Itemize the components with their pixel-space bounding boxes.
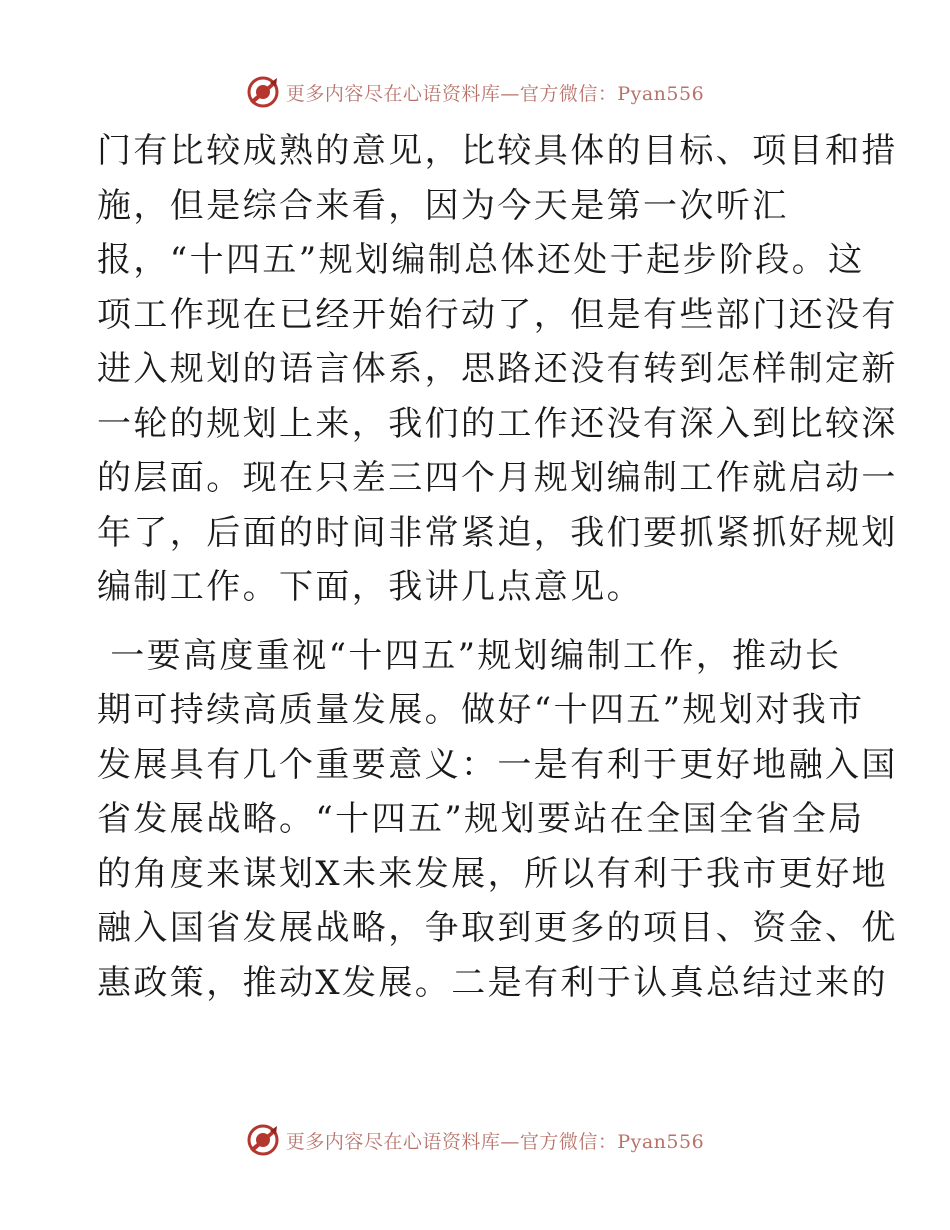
text-line: 融入国省发展战略，争取到更多的项目、资金、优 bbox=[97, 908, 898, 948]
text-line: 门有比较成熟的意见，比较具体的目标、项目和措 bbox=[97, 131, 898, 171]
paragraph-gap bbox=[97, 615, 857, 629]
text-line: 报，“十四五”规划编制总体还处于起步阶段。这 bbox=[97, 240, 865, 280]
text-line: 期可持续高质量发展。做好“十四五”规划对我市 bbox=[97, 690, 865, 730]
text-line: 施，但是综合来看，因为今天是第一次听汇 bbox=[97, 185, 789, 226]
text-line: 发展具有几个重要意义：一是有利于更好地融入国 bbox=[97, 744, 898, 785]
text-line: 进入规划的语言体系，思路还没有转到怎样制定新 bbox=[97, 349, 898, 389]
paragraph-1 bbox=[97, 124, 898, 615]
paragraph-2 bbox=[97, 629, 898, 1011]
logo-icon bbox=[246, 75, 280, 109]
footer-watermark bbox=[0, 1120, 950, 1160]
header-banner-text: 更多内容尽在心语资料库—官方微信：Pyan556 bbox=[285, 82, 705, 105]
text-line: 省发展战略。“十四五”规划要站在全国全省全局 bbox=[97, 799, 865, 839]
text-line: 年了，后面的时间非常紧迫，我们要抓紧抓好规划 bbox=[97, 512, 898, 553]
text-line: 项工作现在已经开始行动了，但是有些部门还没有 bbox=[97, 294, 898, 335]
document-body bbox=[97, 124, 898, 1010]
text-line: 的层面。现在只差三四个月规划编制工作就启动一 bbox=[97, 458, 898, 498]
header-watermark bbox=[0, 72, 950, 112]
footer-banner-text: 更多内容尽在心语资料库—官方微信：Pyan556 bbox=[285, 1130, 705, 1153]
text-line: 一轮的规划上来，我们的工作还没有深入到比较深 bbox=[97, 403, 898, 444]
text-line: 的角度来谋划X未来发展，所以有利于我市更好地 bbox=[97, 853, 889, 894]
text-line: 编制工作。下面，我讲几点意见。 bbox=[97, 567, 643, 607]
logo-icon bbox=[246, 1123, 280, 1157]
text-line: 一要高度重视“十四五”规划编制工作，推动长 bbox=[97, 635, 842, 676]
text-line: 惠政策，推动X发展。二是有利于认真总结过来的 bbox=[97, 962, 889, 1003]
